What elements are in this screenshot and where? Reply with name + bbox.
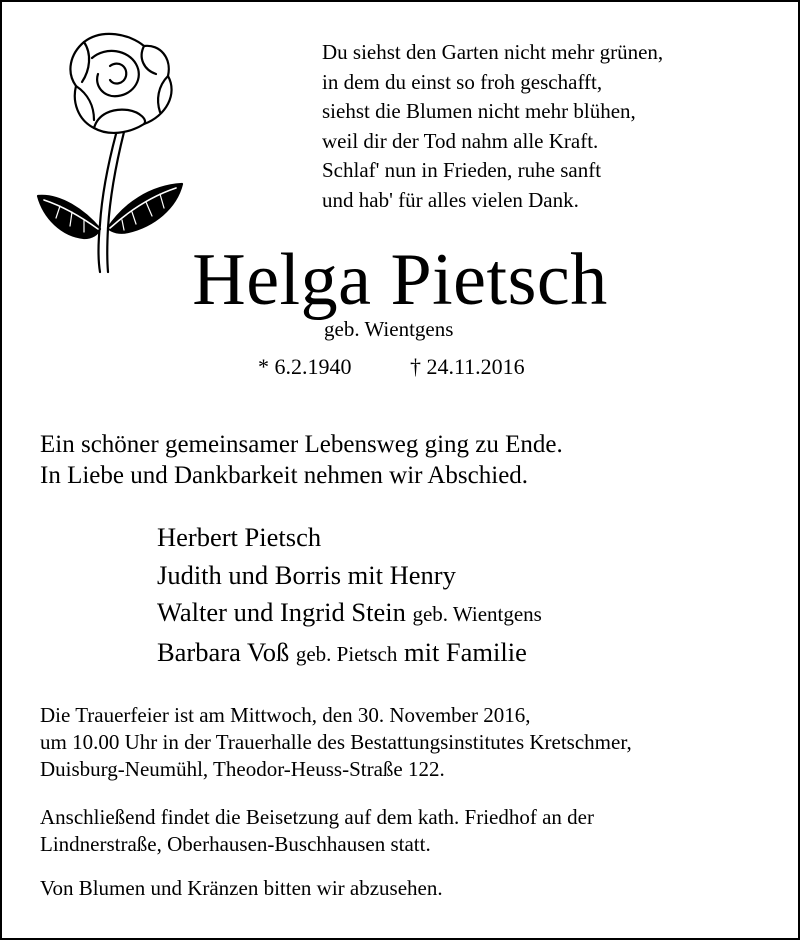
poem-line: Du siehst den Garten nicht mehr grünen,	[322, 40, 664, 64]
service-info	[40, 702, 632, 783]
poem-line: Schlaf' nun in Frieden, ruhe sanft	[322, 158, 602, 182]
birth-date: * 6.2.1940	[258, 354, 352, 379]
burial-info	[40, 804, 594, 858]
mourners-list	[157, 519, 542, 673]
mourner: Herbert Pietsch	[157, 522, 322, 552]
mourner	[157, 634, 542, 674]
mourner-suffix: mit Familie	[403, 636, 527, 667]
flowers-line: Von Blumen und Kränzen bitten wir abzusehen.	[40, 876, 443, 900]
flowers-note	[40, 875, 443, 902]
burial-line: Anschließend findet die Beisetzung auf dem kath. Friedhof an der	[40, 805, 594, 829]
mourner	[157, 594, 542, 634]
poem-line: und hab' für alles vielen Dank.	[322, 187, 579, 212]
burial-line: Lindnerstraße, Oberhausen-Buschhausen statt.	[40, 832, 431, 856]
service-line: Die Trauerfeier ist am Mittwoch, den 30. November 2016,	[40, 703, 531, 727]
maiden-name: geb. Wientgens	[324, 317, 454, 341]
mourner-name: Walter und Ingrid Stein	[157, 597, 406, 627]
poem-line: in dem du einst so froh geschafft,	[322, 69, 603, 94]
service-line: Duisburg-Neumühl, Theodor-Heuss-Straße 122.	[40, 757, 445, 781]
farewell-line: Ein schöner gemeinsamer Lebensweg ging zu Ende.	[40, 431, 563, 458]
death-date: † 24.11.2016	[410, 354, 525, 379]
poem	[322, 38, 663, 215]
mourner-note: geb. Wientgens	[412, 602, 542, 626]
rose-icon	[32, 24, 222, 274]
deceased-name: Helga Pietsch	[192, 239, 608, 321]
poem-line: weil dir der Tod nahm alle Kraft.	[322, 128, 599, 153]
mourner-name: Barbara Voß	[157, 636, 290, 667]
service-line: um 10.00 Uhr in der Trauerhalle des Bestattungsinstitutes Kretschmer,	[40, 730, 632, 754]
farewell-line: In Liebe und Dankbarkeit nehmen wir Abschied.	[40, 462, 529, 489]
mourner: Judith und Borris mit Henry	[157, 559, 456, 590]
poem-line: siehst die Blumen nicht mehr blühen,	[322, 99, 636, 123]
farewell-text	[40, 429, 563, 491]
mourner-note: geb. Pietsch	[295, 641, 398, 666]
